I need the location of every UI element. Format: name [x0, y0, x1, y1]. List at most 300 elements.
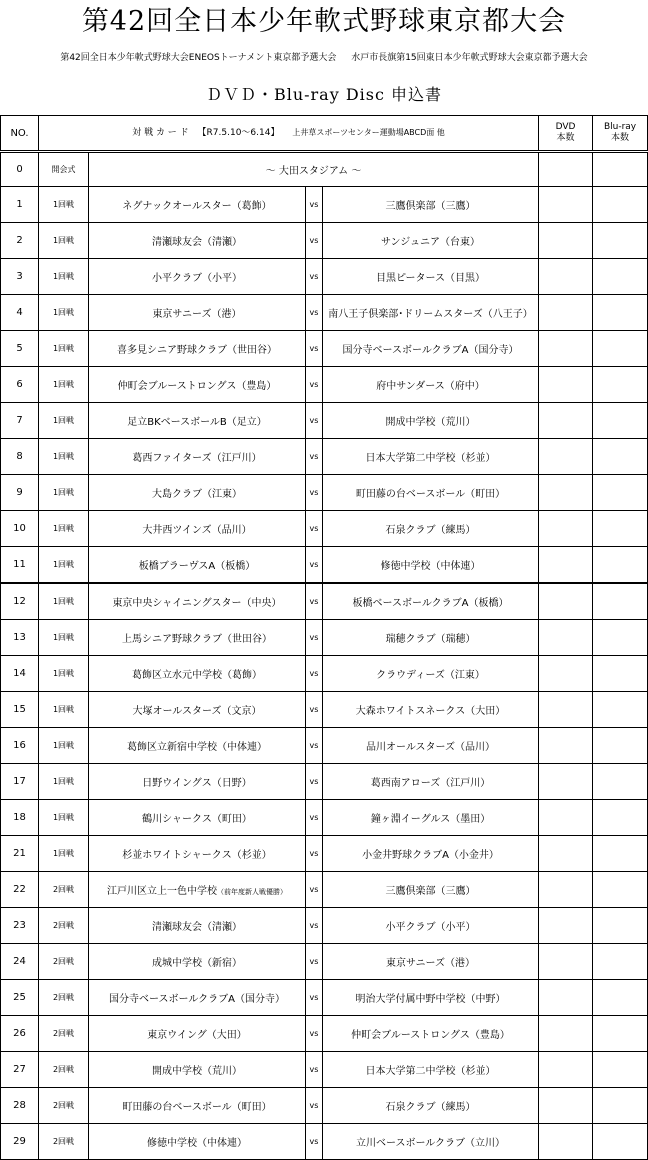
row-round-text: 1回戦	[52, 669, 75, 678]
row-round	[39, 944, 89, 980]
vs-label	[306, 475, 323, 511]
team-home	[89, 1088, 306, 1124]
team-away-text: 日本大学第二中学校（杉並）	[365, 1066, 496, 1077]
row-round-text: 2回戦	[52, 1101, 75, 1110]
row-no-text: 15	[13, 704, 26, 715]
row-round-text: 2回戦	[52, 993, 75, 1002]
match-row	[1, 403, 648, 439]
vs-label	[306, 872, 323, 908]
team-away	[323, 620, 539, 656]
team-away-text: 東京サニーズ（港）	[385, 958, 476, 969]
team-home	[89, 223, 306, 259]
team-away	[323, 908, 539, 944]
team-away	[323, 944, 539, 980]
vs-label-text: vs	[309, 452, 319, 461]
vs-label-text: vs	[309, 777, 319, 786]
row-no-text: 17	[13, 776, 26, 787]
vs-label-text: vs	[309, 813, 319, 822]
row-no-text: 25	[13, 992, 26, 1003]
vs-label-text: vs	[309, 416, 319, 425]
team-home	[89, 1016, 306, 1052]
team-away	[323, 547, 539, 584]
row-no	[1, 944, 39, 980]
team-home-text: 鶴川シャークス（町田）	[142, 814, 252, 825]
row-round	[39, 764, 89, 800]
dvd-qty-cell[interactable]	[539, 187, 593, 223]
vs-label-text: vs	[309, 272, 319, 281]
dvd-qty-cell[interactable]	[539, 800, 593, 836]
match-row	[1, 908, 648, 944]
team-home	[89, 872, 306, 908]
team-away-text: 南八王子倶楽部･ドリームスターズ（八王子）	[328, 309, 533, 320]
row-round	[39, 1088, 89, 1124]
row-no	[1, 1088, 39, 1124]
match-row	[1, 656, 648, 692]
bluray-qty-cell[interactable]	[593, 367, 648, 403]
row-round-text: 2回戦	[52, 885, 75, 894]
team-away-text: 仲町会ブルーストロングス（豊島）	[351, 1030, 510, 1041]
team-home-text: 足立BKベースボールB（足立）	[127, 417, 267, 428]
dvd-qty-cell[interactable]	[539, 152, 593, 187]
team-home-text: 葛飾区立水元中学校（葛飾）	[132, 670, 262, 681]
row-round	[39, 547, 89, 584]
vs-label	[306, 223, 323, 259]
row-no	[1, 1052, 39, 1088]
opening-row	[1, 152, 648, 187]
match-row	[1, 764, 648, 800]
row-round-text: 1回戦	[52, 813, 75, 822]
header-row	[1, 116, 648, 152]
col-header-dvd-line1: DVD	[555, 122, 576, 132]
dvd-qty-cell[interactable]	[539, 475, 593, 511]
bluray-qty-cell[interactable]	[593, 187, 648, 223]
match-row	[1, 836, 648, 872]
team-away-text: 品川オールスターズ（品川）	[366, 742, 496, 753]
team-away	[323, 187, 539, 223]
row-round-text: 2回戦	[52, 1065, 75, 1074]
row-no	[1, 223, 39, 259]
team-home	[89, 583, 306, 620]
dvd-qty-cell[interactable]	[539, 367, 593, 403]
vs-label	[306, 511, 323, 547]
team-home	[89, 259, 306, 295]
row-round-text: 1回戦	[52, 741, 75, 750]
col-header-dvd	[539, 116, 593, 152]
vs-label	[306, 692, 323, 728]
dvd-qty-cell[interactable]	[539, 295, 593, 331]
dvd-qty-cell[interactable]	[539, 908, 593, 944]
row-no	[1, 259, 39, 295]
row-no-text: 1	[16, 199, 23, 210]
col-header-no: NO.	[1, 116, 39, 152]
team-home	[89, 367, 306, 403]
vs-label-text: vs	[309, 957, 319, 966]
row-round-text: 1回戦	[52, 380, 75, 389]
vs-label-text: vs	[309, 524, 319, 533]
row-no	[1, 620, 39, 656]
team-home-text: 清瀬球友会（清瀬）	[152, 922, 242, 933]
team-home	[89, 692, 306, 728]
vs-label-text: vs	[309, 1137, 319, 1146]
team-away-text: 瑞穂クラブ（瑞穂）	[385, 634, 476, 645]
row-no-text: 29	[13, 1136, 26, 1147]
team-note: （前年度新人戦優勝）	[217, 888, 287, 896]
team-home-text: 東京サニーズ（港）	[152, 309, 242, 320]
vs-label	[306, 728, 323, 764]
vs-label	[306, 295, 323, 331]
row-no-text: 14	[13, 668, 26, 679]
team-home-text: 修徳中学校（中体連）	[147, 1138, 247, 1149]
team-home	[89, 836, 306, 872]
dvd-qty-cell[interactable]	[539, 439, 593, 475]
row-round-text: 1回戦	[52, 272, 75, 281]
team-home	[89, 475, 306, 511]
row-no-text: 18	[13, 812, 26, 823]
vs-label-text: vs	[309, 344, 319, 353]
bluray-qty-cell[interactable]	[593, 764, 648, 800]
row-round	[39, 620, 89, 656]
team-home	[89, 1052, 306, 1088]
team-away	[323, 872, 539, 908]
bluray-qty-cell[interactable]	[593, 872, 648, 908]
team-home	[89, 800, 306, 836]
match-row	[1, 295, 648, 331]
row-round-text: 1回戦	[52, 633, 75, 642]
team-home-text: 葛飾区立新宿中学校（中体連）	[127, 742, 267, 753]
bluray-qty-cell[interactable]	[593, 259, 648, 295]
match-row	[1, 1124, 648, 1160]
row-no	[1, 547, 39, 584]
row-round	[39, 511, 89, 547]
bluray-qty-cell[interactable]	[593, 692, 648, 728]
vs-label-text: vs	[309, 885, 319, 894]
row-round	[39, 475, 89, 511]
bluray-qty-cell[interactable]	[593, 331, 648, 367]
team-away-text: 府中サンダース（府中）	[376, 381, 485, 392]
row-round-text: 1回戦	[52, 524, 75, 533]
team-away	[323, 656, 539, 692]
dvd-qty-cell[interactable]	[539, 692, 593, 728]
vs-label-text: vs	[309, 1065, 319, 1074]
vs-label	[306, 656, 323, 692]
row-round-text: 1回戦	[52, 308, 75, 317]
team-away-text: サンジュニア（台東）	[380, 237, 481, 248]
row-round-text: 1回戦	[52, 488, 75, 497]
row-no	[1, 583, 39, 620]
team-away	[323, 1124, 539, 1160]
dvd-qty-cell[interactable]	[539, 836, 593, 872]
match-row	[1, 475, 648, 511]
row-round-text: 1回戦	[52, 705, 75, 714]
dvd-qty-cell[interactable]	[539, 620, 593, 656]
row-round	[39, 692, 89, 728]
row-no-text: 21	[13, 848, 26, 859]
row-no	[1, 511, 39, 547]
vs-label	[306, 1052, 323, 1088]
vs-label-text: vs	[309, 849, 319, 858]
row-no-text: 28	[13, 1100, 26, 1111]
row-no-text: 26	[13, 1028, 26, 1039]
vs-label	[306, 908, 323, 944]
row-no-text: 7	[16, 415, 23, 426]
bluray-qty-cell[interactable]	[593, 944, 648, 980]
team-home	[89, 439, 306, 475]
bluray-qty-cell[interactable]	[593, 836, 648, 872]
team-away	[323, 1052, 539, 1088]
team-away-text: 小金井野球クラブA（小金井）	[362, 850, 499, 861]
row-no	[1, 656, 39, 692]
row-round	[39, 1124, 89, 1160]
row-no	[1, 475, 39, 511]
order-table	[0, 115, 648, 1160]
subtitle	[0, 52, 648, 64]
team-away-text: 日本大学第二中学校（杉並）	[365, 453, 496, 464]
vs-label	[306, 187, 323, 223]
match-row	[1, 331, 648, 367]
vs-label	[306, 331, 323, 367]
team-home	[89, 620, 306, 656]
row-round-text: 1回戦	[52, 416, 75, 425]
dvd-qty-cell[interactable]	[539, 583, 593, 620]
bluray-qty-cell[interactable]	[593, 980, 648, 1016]
dvd-qty-cell[interactable]	[539, 944, 593, 980]
match-row	[1, 620, 648, 656]
dvd-qty-cell[interactable]	[539, 1016, 593, 1052]
row-round	[39, 1016, 89, 1052]
team-away-text: 葛西南アローズ（江戸川）	[370, 778, 491, 789]
team-away-text: 板橋ベースボールクラブA（板橋）	[352, 598, 509, 609]
team-away-text: 目黒ピータース（目黒）	[375, 273, 486, 284]
vs-label	[306, 800, 323, 836]
match-row	[1, 1052, 648, 1088]
row-no	[1, 692, 39, 728]
opening-venue: ～ 大田スタジアム ～	[89, 152, 539, 187]
team-home-text: 町田藤の台ベースボール（町田）	[122, 1102, 272, 1113]
dvd-qty-cell[interactable]	[539, 547, 593, 584]
team-home	[89, 764, 306, 800]
team-away	[323, 223, 539, 259]
team-away	[323, 511, 539, 547]
row-round	[39, 583, 89, 620]
dvd-qty-cell[interactable]	[539, 1052, 593, 1088]
row-no-text: 12	[13, 596, 26, 607]
match-row	[1, 1088, 648, 1124]
team-home-text: 東京中央シャイニングスター（中央）	[112, 598, 282, 609]
row-round-text: 1回戦	[52, 344, 75, 353]
bluray-qty-cell[interactable]	[593, 547, 648, 584]
vs-label-text: vs	[309, 200, 319, 209]
vs-label	[306, 980, 323, 1016]
dvd-qty-cell[interactable]	[539, 331, 593, 367]
team-away-text: 大森ホワイトスネークス（大田）	[355, 706, 506, 717]
team-away-text: 石泉クラブ（練馬）	[385, 525, 476, 536]
team-home-text: 大島クラブ（江東）	[152, 489, 242, 500]
bluray-qty-cell[interactable]	[593, 403, 648, 439]
match-row	[1, 259, 648, 295]
row-no-text: 6	[16, 379, 23, 390]
row-no-text: 3	[16, 271, 23, 282]
match-row	[1, 980, 648, 1016]
match-row	[1, 223, 648, 259]
row-round-text: 1回戦	[52, 452, 75, 461]
row-no-text: 5	[16, 343, 23, 354]
row-no-text: 23	[13, 920, 26, 931]
team-away	[323, 367, 539, 403]
team-home	[89, 908, 306, 944]
row-no	[1, 367, 39, 403]
team-home-text: 杉並ホワイトシャークス（杉並）	[122, 850, 272, 861]
team-home-text: 小平クラブ（小平）	[152, 273, 242, 284]
match-row	[1, 1016, 648, 1052]
col-header-dvd-line2: 本数	[556, 133, 575, 143]
dvd-qty-cell[interactable]	[539, 259, 593, 295]
dvd-qty-cell[interactable]	[539, 728, 593, 764]
bluray-qty-cell[interactable]	[593, 439, 648, 475]
row-no	[1, 295, 39, 331]
vs-label-text: vs	[309, 1029, 319, 1038]
row-no	[1, 800, 39, 836]
team-away	[323, 259, 539, 295]
team-home	[89, 728, 306, 764]
match-row	[1, 583, 648, 620]
row-no-text: 8	[16, 451, 23, 462]
team-away	[323, 1088, 539, 1124]
vs-label	[306, 944, 323, 980]
bluray-qty-cell[interactable]	[593, 728, 648, 764]
team-away-text: 三鷹倶楽部（三鷹）	[385, 886, 476, 897]
team-home-text: 上馬シニア野球クラブ（世田谷）	[122, 634, 272, 645]
bluray-qty-cell[interactable]	[593, 1124, 648, 1160]
vs-label	[306, 1088, 323, 1124]
team-home-text: 成城中学校（新宿）	[152, 958, 242, 969]
team-away-text: 国分寺ベースボールクラブA（国分寺）	[342, 345, 519, 356]
dvd-qty-cell[interactable]	[539, 223, 593, 259]
vs-label	[306, 367, 323, 403]
row-round	[39, 439, 89, 475]
dvd-qty-cell[interactable]	[539, 764, 593, 800]
bluray-qty-cell[interactable]	[593, 511, 648, 547]
vs-label-text: vs	[309, 236, 319, 245]
bluray-qty-cell[interactable]	[593, 620, 648, 656]
bluray-qty-cell[interactable]	[593, 152, 648, 187]
match-row	[1, 872, 648, 908]
row-round-text: 2回戦	[52, 921, 75, 930]
match-row	[1, 511, 648, 547]
bluray-qty-cell[interactable]	[593, 223, 648, 259]
team-away	[323, 764, 539, 800]
match-row	[1, 367, 648, 403]
team-away	[323, 728, 539, 764]
bluray-qty-cell[interactable]	[593, 295, 648, 331]
bluray-qty-cell[interactable]	[593, 908, 648, 944]
team-away-text: 三鷹倶楽部（三鷹）	[385, 201, 476, 212]
row-no	[1, 836, 39, 872]
row-round	[39, 836, 89, 872]
vs-label-text: vs	[309, 921, 319, 930]
row-no	[1, 403, 39, 439]
col-header-dates: 【R7.5.10～6.14】	[197, 128, 280, 138]
team-away-text: 町田藤の台ベースボール（町田）	[355, 489, 506, 500]
vs-label	[306, 259, 323, 295]
dvd-qty-cell[interactable]	[539, 1088, 593, 1124]
vs-label-text: vs	[309, 380, 319, 389]
team-home	[89, 187, 306, 223]
dvd-qty-cell[interactable]	[539, 980, 593, 1016]
team-away	[323, 403, 539, 439]
team-away-text: 明治大学付属中野中学校（中野）	[355, 994, 506, 1005]
dvd-qty-cell[interactable]	[539, 403, 593, 439]
row-round-text: 2回戦	[52, 957, 75, 966]
row-round	[39, 403, 89, 439]
row-round	[39, 223, 89, 259]
match-row	[1, 800, 648, 836]
vs-label-text: vs	[309, 560, 319, 569]
team-away-text: 小平クラブ（小平）	[385, 922, 476, 933]
match-row	[1, 187, 648, 223]
col-header-bluray	[593, 116, 648, 152]
subtitle-mito: 水戸市長旗第15回東日本少年軟式野球大会東京都予選大会	[351, 53, 588, 63]
vs-label	[306, 620, 323, 656]
team-away	[323, 836, 539, 872]
vs-label-text: vs	[309, 669, 319, 678]
row-no-text: 10	[13, 523, 26, 534]
row-round	[39, 187, 89, 223]
team-home	[89, 295, 306, 331]
row-no	[1, 872, 39, 908]
row-no-text: 27	[13, 1064, 26, 1075]
bluray-qty-cell[interactable]	[593, 1088, 648, 1124]
bluray-qty-cell[interactable]	[593, 1052, 648, 1088]
team-home	[89, 1124, 306, 1160]
team-away	[323, 692, 539, 728]
vs-label	[306, 1016, 323, 1052]
team-away	[323, 475, 539, 511]
row-no: 0	[1, 152, 39, 187]
dvd-qty-cell[interactable]	[539, 872, 593, 908]
row-round	[39, 728, 89, 764]
dvd-qty-cell[interactable]	[539, 656, 593, 692]
team-away	[323, 980, 539, 1016]
vs-label-text: vs	[309, 1101, 319, 1110]
bluray-qty-cell[interactable]	[593, 800, 648, 836]
col-header-venue: 上井草スポーツセンター運動場ABCD面 他	[292, 128, 445, 137]
dvd-qty-cell[interactable]	[539, 1124, 593, 1160]
row-round	[39, 872, 89, 908]
vs-label-text: vs	[309, 308, 319, 317]
bluray-qty-cell[interactable]	[593, 583, 648, 620]
bluray-qty-cell[interactable]	[593, 1016, 648, 1052]
bluray-qty-cell[interactable]	[593, 475, 648, 511]
row-no	[1, 764, 39, 800]
team-away	[323, 583, 539, 620]
col-header-card-label: 対 戦 カ ー ド	[132, 128, 189, 138]
row-no-text: 11	[13, 559, 26, 570]
match-row	[1, 728, 648, 764]
team-home-text: 葛西ファイターズ（江戸川）	[132, 453, 262, 464]
vs-label-text: vs	[309, 993, 319, 1002]
row-round-text: 2回戦	[52, 1029, 75, 1038]
bluray-qty-cell[interactable]	[593, 656, 648, 692]
row-round-text: 1回戦	[52, 597, 75, 606]
dvd-qty-cell[interactable]	[539, 511, 593, 547]
row-round	[39, 295, 89, 331]
vs-label	[306, 764, 323, 800]
team-away-text: クラウディーズ（江東）	[376, 670, 485, 681]
col-header-bluray-line1: Blu-ray	[603, 122, 637, 132]
row-no	[1, 908, 39, 944]
vs-label	[306, 403, 323, 439]
team-away	[323, 800, 539, 836]
